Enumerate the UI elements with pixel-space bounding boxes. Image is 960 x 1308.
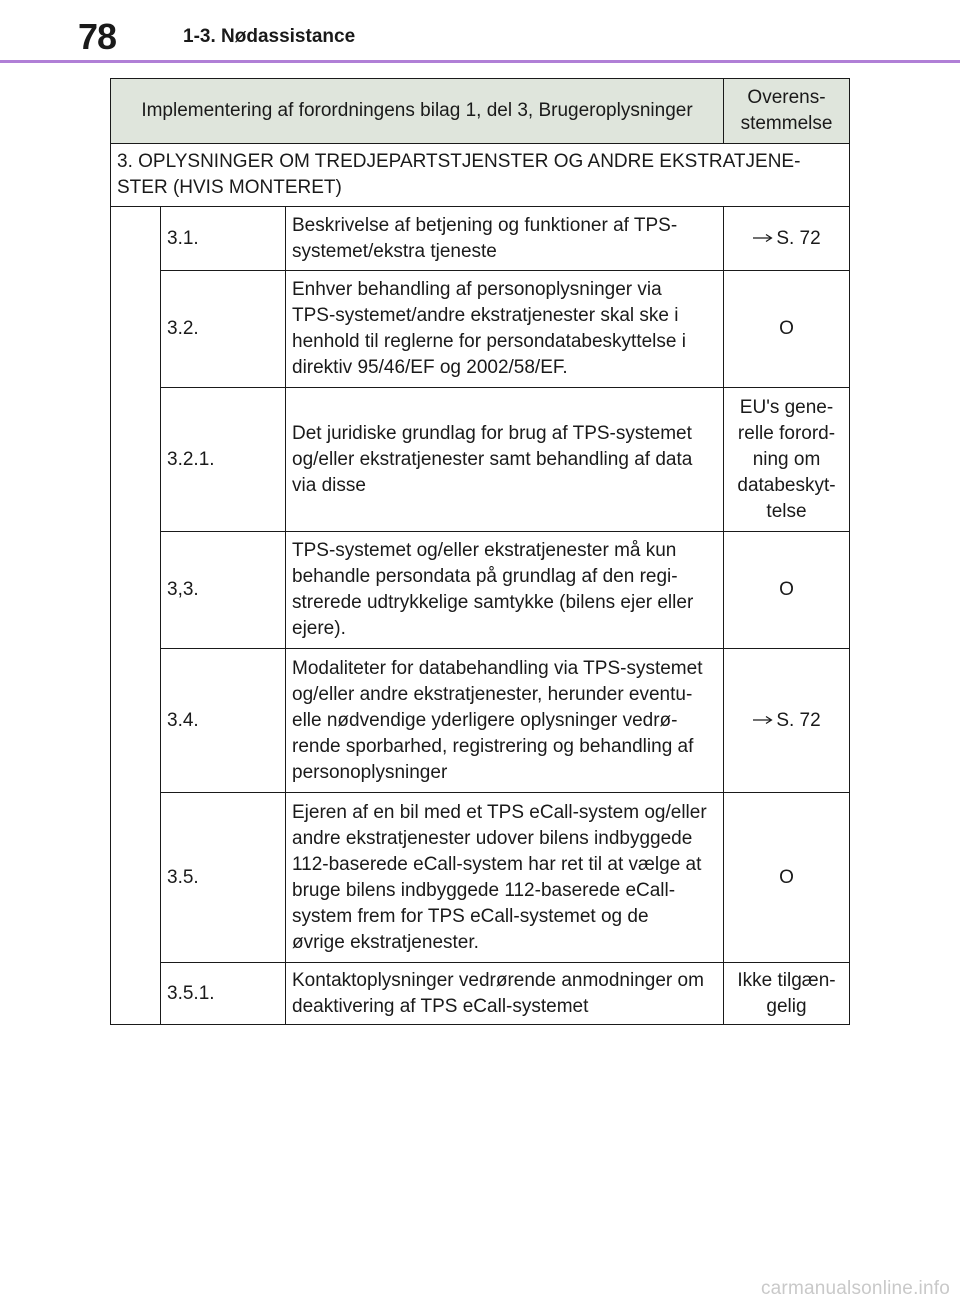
description-line: bruge bilens indbyggede 112-baserede eCall-: [292, 879, 676, 901]
description-line: Ejeren af en bil med et TPS eCall-system og/eller: [292, 801, 707, 823]
item-number: [161, 793, 286, 963]
page-header: [0, 0, 960, 64]
page-reference: S. 72: [776, 709, 821, 731]
description-line: TPS-systemet/andre ekstratjenester skal ske i: [292, 305, 679, 326]
indent-cell: [111, 207, 161, 1025]
compliance-table: [110, 78, 850, 1025]
table-row: [111, 207, 850, 271]
item-number-label: 3.4.: [167, 709, 199, 731]
description-line: Kontaktoplysninger vedrørende anmodninger om: [292, 969, 704, 991]
description-line: 112-baserede eCall-system har ret til at vælge at: [292, 853, 702, 875]
compliance-line: databeskyt-: [737, 474, 836, 496]
table-row: [111, 388, 850, 532]
item-number: [161, 388, 286, 532]
description-line: system frem for TPS eCall-systemet og de: [292, 905, 649, 927]
table-header-row: [111, 79, 850, 144]
compliance-line: O: [779, 579, 794, 600]
item-description: [286, 207, 724, 271]
item-compliance: [724, 793, 850, 963]
description-line: elle nødvendige yderligere oplysninger vedrø-: [292, 709, 678, 731]
description-line: personoplysninger: [292, 761, 448, 783]
item-compliance: [724, 388, 850, 532]
page-reference: S. 72: [776, 227, 821, 249]
item-number: [161, 649, 286, 793]
table-row: [111, 963, 850, 1025]
description-line: strerede udtrykkelige samtykke (bilens ejer eller: [292, 592, 694, 613]
item-number-label: 3.1.: [167, 227, 199, 249]
group-title-cell: [111, 144, 850, 207]
description-line: systemet/ekstra tjeneste: [292, 240, 497, 262]
compliance-line: O: [779, 318, 794, 339]
header-rule: [0, 60, 960, 63]
watermark: carmanualsonline.info: [760, 1278, 950, 1299]
item-compliance: [724, 207, 850, 271]
header-compliance-cell: [724, 79, 850, 144]
item-compliance: [724, 532, 850, 649]
description-line: og/eller andre ekstratjenester, herunder eventu-: [292, 683, 693, 705]
table-row: [111, 649, 850, 793]
compliance-line: Ikke tilgæn-: [737, 969, 836, 991]
item-description: [286, 793, 724, 963]
item-number: [161, 532, 286, 649]
description-line: Beskrivelse af betjening og funktioner af TPS-: [292, 214, 678, 236]
right-arrow-icon: [752, 710, 776, 731]
description-line: deaktivering af TPS eCall-systemet: [292, 995, 589, 1017]
compliance-line: telse: [766, 500, 807, 522]
item-description: [286, 963, 724, 1025]
description-line: Det juridiske grundlag for brug af TPS-systemet: [292, 422, 692, 444]
header-compliance-line: stemmelse: [740, 113, 833, 134]
compliance-line: relle forord-: [737, 422, 836, 444]
page-number: 78: [78, 16, 117, 57]
item-number: [161, 207, 286, 271]
item-compliance: [724, 271, 850, 388]
description-line: Modaliteter for databehandling via TPS-systemet: [292, 657, 703, 679]
table-row: [111, 532, 850, 649]
compliance-line: gelig: [766, 995, 807, 1017]
description-line: andre ekstratjenester udover bilens indbyggede: [292, 827, 693, 849]
right-arrow-icon: [752, 228, 776, 249]
header-compliance-line: Overens-: [747, 87, 826, 108]
description-line: øvrige ekstratjenester.: [292, 931, 479, 953]
item-compliance: [724, 963, 850, 1025]
description-line: behandle persondata på grundlag af den regi-: [292, 566, 678, 587]
description-line: ejere).: [292, 618, 346, 639]
section-title: 1-3. Nødassistance: [183, 26, 356, 47]
description-line: TPS-systemet og/eller ekstratjenester må kun: [292, 540, 677, 561]
item-description: [286, 388, 724, 532]
table-row: [111, 271, 850, 388]
item-compliance: [724, 649, 850, 793]
header-implementation-label: Implementering af forordningens bilag 1, del 3, Brugeroplysninger: [141, 100, 693, 121]
item-number-label: 3,3.: [167, 579, 199, 600]
compliance-line: O: [779, 866, 794, 888]
item-number-label: 3.5.: [167, 866, 199, 888]
description-line: via disse: [292, 474, 366, 496]
item-number-label: 3.2.: [167, 318, 199, 339]
item-number-label: 3.5.1.: [167, 982, 215, 1004]
description-line: Enhver behandling af personoplysninger via: [292, 279, 662, 300]
item-description: [286, 532, 724, 649]
item-description: [286, 271, 724, 388]
description-line: direktiv 95/46/EF og 2002/58/EF.: [292, 357, 568, 378]
description-line: henhold til reglerne for persondatabeskyttelse i: [292, 331, 686, 352]
item-number-label: 3.2.1.: [167, 448, 215, 470]
compliance-line: ning om: [752, 448, 821, 470]
group-title-line: 3. OPLYSNINGER OM TREDJEPARTSTJENSTER OG ANDRE EKSTRATJENE-: [117, 151, 801, 172]
compliance-line: EU's gene-: [739, 396, 834, 418]
item-description: [286, 649, 724, 793]
table-row: [111, 793, 850, 963]
item-number: [161, 963, 286, 1025]
description-line: og/eller ekstratjenester samt behandling af data: [292, 448, 693, 470]
header-implementation-cell: [111, 79, 724, 144]
group-title-row: [111, 144, 850, 207]
group-title-line: STER (HVIS MONTERET): [117, 177, 342, 198]
description-line: rende sporbarhed, registrering og behandling af: [292, 735, 694, 757]
item-number: [161, 271, 286, 388]
